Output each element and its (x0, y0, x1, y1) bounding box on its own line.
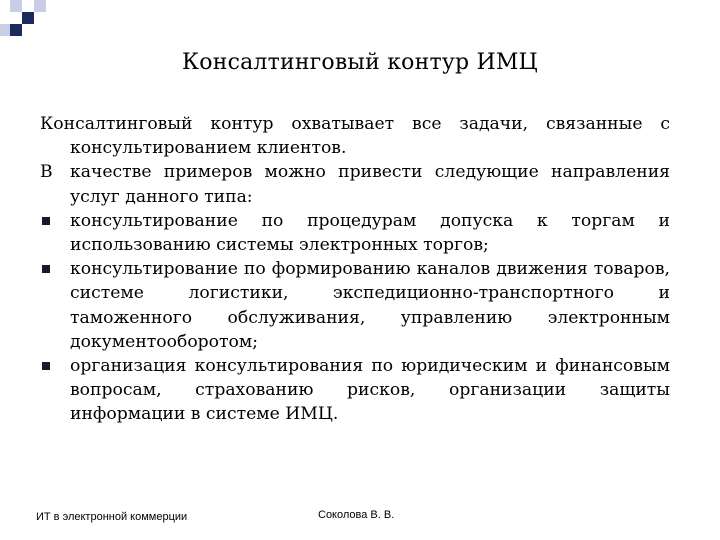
paragraph-examples-text: качестве примеров можно привести следующие направления услуг данного типа: (70, 162, 670, 207)
paragraph-intro (40, 112, 670, 160)
list-item-text: консультирование по формированию каналов движения товаров, системе логистики, экспедиционно-транспортного и таможенного обслуживания, управлению электронным документооборотом; (70, 259, 670, 352)
list-item (40, 354, 670, 427)
square-bullet-icon (42, 217, 50, 225)
bullet-marker (40, 257, 70, 281)
paragraph-intro-text: Консалтинговый контур охватывает все задачи, связанные с консультированием клиентов. (40, 114, 670, 159)
square-bullet-icon (42, 362, 50, 370)
paragraph-examples-lead-letter: В (40, 162, 53, 183)
square-bullet-icon (42, 265, 50, 273)
bullet-marker (40, 209, 70, 233)
paragraph-examples (40, 160, 670, 208)
footer-course-name: ИТ в электронной коммерции (36, 511, 188, 523)
paragraph-examples-lead (40, 160, 70, 184)
slide-title: Консалтинговый контур ИМЦ (182, 50, 538, 75)
corner-decoration (0, 0, 60, 44)
list-item (40, 209, 670, 257)
footer-author: Соколова В. В. (318, 509, 395, 521)
list-item-text: организация консультирования по юридическим и финансовым вопросам, страхованию рисков, организации защиты информации в системе ИМЦ. (70, 356, 670, 425)
bullet-marker (40, 354, 70, 378)
list-item-text: консультирование по процедурам допуска к торгам и использованию системы электронных торгов; (70, 210, 670, 256)
slide-body (40, 112, 670, 427)
list-item (40, 257, 670, 354)
